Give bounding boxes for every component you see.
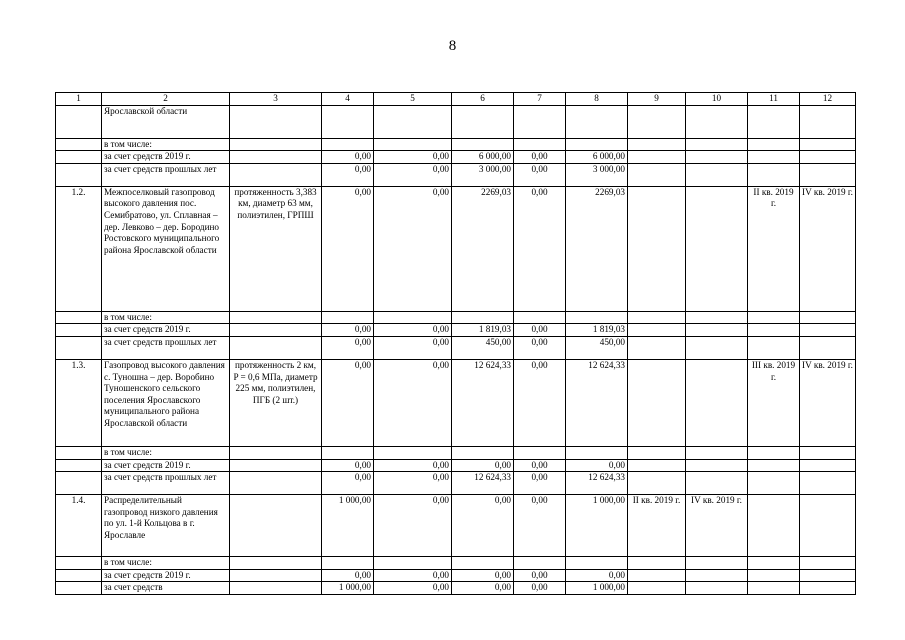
table-cell: 1 000,00 (322, 582, 374, 595)
header-cell: 9 (628, 93, 686, 106)
table-cell: 0,00 (322, 151, 374, 164)
table-cell (56, 472, 102, 495)
table-cell: 1 000,00 (322, 495, 374, 557)
table-cell (514, 138, 566, 151)
table-cell: 1 819,03 (452, 324, 514, 337)
table-cell (800, 336, 856, 359)
table-cell: 0,00 (566, 459, 628, 472)
table-row (56, 557, 856, 570)
header-cell: 10 (686, 93, 748, 106)
table-cell: 2269,03 (452, 186, 514, 311)
table-cell: 6 000,00 (452, 151, 514, 164)
table-cell: за счет средств 2019 г. (102, 459, 230, 472)
table-cell (230, 446, 322, 459)
table-cell (800, 582, 856, 595)
table-cell (230, 582, 322, 595)
table-cell: за счет средств прошлых лет (102, 336, 230, 359)
table-cell (748, 324, 800, 337)
table-cell: 0,00 (374, 459, 452, 472)
table-cell (748, 163, 800, 186)
table-cell: 12 624,33 (452, 359, 514, 446)
table-cell (686, 311, 748, 324)
table-row (56, 495, 856, 557)
table-row (56, 336, 856, 359)
table-row (56, 311, 856, 324)
table-cell (686, 472, 748, 495)
table-cell (514, 446, 566, 459)
table-cell (800, 163, 856, 186)
table-cell: II кв. 2019 г. (628, 495, 686, 557)
table-cell: 0,00 (514, 459, 566, 472)
table-cell (800, 472, 856, 495)
table-cell: 0,00 (374, 495, 452, 557)
table-cell: 0,00 (322, 186, 374, 311)
table-cell: за счет средств прошлых лет (102, 472, 230, 495)
table-cell (748, 446, 800, 459)
table-cell (800, 557, 856, 570)
table-cell (452, 138, 514, 151)
table-cell: 12 624,33 (566, 359, 628, 446)
table-cell (374, 105, 452, 138)
table-cell (686, 324, 748, 337)
table-cell: 3 000,00 (566, 163, 628, 186)
table-cell (322, 557, 374, 570)
table-cell (686, 186, 748, 311)
header-cell: 4 (322, 93, 374, 106)
table-cell (566, 446, 628, 459)
table-cell: 0,00 (374, 336, 452, 359)
table-cell (748, 138, 800, 151)
table-cell (230, 459, 322, 472)
table-cell: за счет средств (102, 582, 230, 595)
table-cell: 0,00 (374, 472, 452, 495)
table-cell: 0,00 (322, 336, 374, 359)
table-cell (374, 557, 452, 570)
table-cell (686, 569, 748, 582)
table-cell: Межпоселковый газопровод высокого давления пос. Семибратово, ул. Сплавная – дер. Левково – дер. Бородино Ростовского муниципального района Ярославской области (102, 186, 230, 311)
table-cell (628, 359, 686, 446)
table-cell (56, 569, 102, 582)
table-cell (230, 336, 322, 359)
table-cell: Распределительный газопровод низкого давления по ул. 1-й Кольцова в г. Ярославле (102, 495, 230, 557)
table-cell (628, 472, 686, 495)
table-row (56, 459, 856, 472)
table-cell: IV кв. 2019 г. (800, 186, 856, 311)
table-cell: 0,00 (514, 582, 566, 595)
table-cell: 0,00 (514, 495, 566, 557)
table-cell: 0,00 (514, 163, 566, 186)
table-cell (628, 459, 686, 472)
table-cell (686, 138, 748, 151)
table-cell (686, 446, 748, 459)
table-cell (748, 557, 800, 570)
table-cell (686, 163, 748, 186)
table-cell: 0,00 (566, 569, 628, 582)
table-cell (514, 311, 566, 324)
table-cell (374, 446, 452, 459)
table-cell (230, 495, 322, 557)
table-cell: 0,00 (452, 582, 514, 595)
table-row (56, 138, 856, 151)
table-cell (514, 557, 566, 570)
table-cell (322, 311, 374, 324)
header-cell: 11 (748, 93, 800, 106)
table-cell: 6 000,00 (566, 151, 628, 164)
table-cell (686, 582, 748, 595)
table-cell: 1.4. (56, 495, 102, 557)
table-row (56, 324, 856, 337)
table-row (56, 163, 856, 186)
table-cell (800, 151, 856, 164)
table-cell (230, 557, 322, 570)
table-cell: 0,00 (452, 459, 514, 472)
table-cell: протяженность 3,383 км, диаметр 63 мм, полиэтилен, ГРПШ (230, 186, 322, 311)
table-cell (56, 163, 102, 186)
table-cell (748, 472, 800, 495)
header-cell: 12 (800, 93, 856, 106)
table-cell (566, 138, 628, 151)
table-cell (56, 151, 102, 164)
table-cell: 450,00 (566, 336, 628, 359)
table-cell: 12 624,33 (452, 472, 514, 495)
table-cell: 1.3. (56, 359, 102, 446)
table-cell: 1.2. (56, 186, 102, 311)
table-cell (800, 105, 856, 138)
table-cell: 0,00 (452, 495, 514, 557)
table-row (56, 472, 856, 495)
table-cell: за счет средств прошлых лет (102, 163, 230, 186)
table-cell: 1 000,00 (566, 495, 628, 557)
table-cell (452, 446, 514, 459)
header-cell: 1 (56, 93, 102, 106)
table-cell (230, 105, 322, 138)
table-cell: в том числе: (102, 446, 230, 459)
table-cell: III кв. 2019 г. (748, 359, 800, 446)
table-cell: 0,00 (452, 569, 514, 582)
table-cell (686, 557, 748, 570)
table-cell (628, 311, 686, 324)
table-cell: 0,00 (374, 569, 452, 582)
table-cell: IV кв. 2019 г. (800, 359, 856, 446)
table-cell: 0,00 (322, 163, 374, 186)
header-cell: 2 (102, 93, 230, 106)
table-cell (748, 151, 800, 164)
table-cell: II кв. 2019 г. (748, 186, 800, 311)
table-cell: 0,00 (322, 459, 374, 472)
table-row (56, 446, 856, 459)
table-cell: IV кв. 2019 г. (686, 495, 748, 557)
table-cell (56, 557, 102, 570)
table-cell: 0,00 (374, 163, 452, 186)
table-cell (800, 569, 856, 582)
table-cell: за счет средств 2019 г. (102, 324, 230, 337)
table-cell (628, 336, 686, 359)
table-cell: Газопровод высокого давления с. Туношна – дер. Воробино Туношенского сельского поселения Ярославского муниципального района Ярославской области (102, 359, 230, 446)
header-cell: 3 (230, 93, 322, 106)
table-cell (628, 324, 686, 337)
table-cell: 0,00 (374, 359, 452, 446)
table-cell: в том числе: (102, 311, 230, 324)
table-cell: 0,00 (322, 472, 374, 495)
table-cell (800, 459, 856, 472)
table-cell: 1 819,03 (566, 324, 628, 337)
table-cell (686, 105, 748, 138)
table-cell (628, 582, 686, 595)
table-row (56, 359, 856, 446)
table-cell (56, 138, 102, 151)
table-cell (628, 186, 686, 311)
table-cell: 0,00 (514, 569, 566, 582)
table-cell (748, 311, 800, 324)
table-cell: за счет средств 2019 г. (102, 151, 230, 164)
table-cell (628, 105, 686, 138)
table-cell: 2269,03 (566, 186, 628, 311)
table-cell: 0,00 (322, 569, 374, 582)
table-cell (230, 151, 322, 164)
table-cell: 1 000,00 (566, 582, 628, 595)
investment-table (55, 92, 856, 595)
table-cell (566, 105, 628, 138)
table-cell: 0,00 (374, 324, 452, 337)
table-cell (230, 138, 322, 151)
table-cell (800, 446, 856, 459)
table-cell (452, 311, 514, 324)
table-row (56, 186, 856, 311)
table-cell: 0,00 (322, 324, 374, 337)
table-cell (322, 446, 374, 459)
table-cell (800, 311, 856, 324)
table-cell (230, 569, 322, 582)
table-cell: протяженность 2 км, P = 0,6 МПа, диаметр 225 мм, полиэтилен, ПГБ (2 шт.) (230, 359, 322, 446)
table-cell (748, 105, 800, 138)
header-row (56, 93, 856, 106)
table-cell (628, 163, 686, 186)
table-cell (56, 105, 102, 138)
table-cell (452, 105, 514, 138)
table-cell (230, 472, 322, 495)
table-cell (230, 163, 322, 186)
table-cell (514, 105, 566, 138)
table-cell (322, 138, 374, 151)
table-cell (748, 336, 800, 359)
table-cell (322, 105, 374, 138)
header-cell: 6 (452, 93, 514, 106)
table-cell (686, 359, 748, 446)
table-cell: в том числе: (102, 138, 230, 151)
table-cell: 3 000,00 (452, 163, 514, 186)
table-cell (748, 459, 800, 472)
table-cell (748, 582, 800, 595)
table-cell (628, 557, 686, 570)
table-cell (56, 459, 102, 472)
table-cell: 0,00 (514, 151, 566, 164)
table-cell: 0,00 (374, 186, 452, 311)
table-cell: 0,00 (514, 336, 566, 359)
header-cell: 5 (374, 93, 452, 106)
table-cell (230, 311, 322, 324)
table-cell (800, 138, 856, 151)
table-cell (628, 138, 686, 151)
table-cell: 0,00 (514, 359, 566, 446)
header-cell: 8 (566, 93, 628, 106)
table-cell (628, 446, 686, 459)
table-cell (230, 324, 322, 337)
table-cell (566, 557, 628, 570)
table-row (56, 105, 856, 138)
table-cell: 0,00 (374, 582, 452, 595)
table-cell (56, 311, 102, 324)
table-cell (452, 557, 514, 570)
table-cell: за счет средств 2019 г. (102, 569, 230, 582)
table-cell (628, 569, 686, 582)
table-cell: 0,00 (374, 151, 452, 164)
table-cell (374, 138, 452, 151)
table-cell (56, 336, 102, 359)
page-number: 8 (448, 38, 457, 54)
table-cell (566, 311, 628, 324)
table-cell (628, 151, 686, 164)
table-cell (800, 495, 856, 557)
table-cell (748, 495, 800, 557)
table-cell: Ярославской области (102, 105, 230, 138)
table-row (56, 151, 856, 164)
table-cell (374, 311, 452, 324)
table-row (56, 569, 856, 582)
table-cell (56, 582, 102, 595)
table-row (56, 582, 856, 595)
table-cell: 0,00 (514, 324, 566, 337)
table-cell: 0,00 (514, 472, 566, 495)
table-cell: 450,00 (452, 336, 514, 359)
table-cell (56, 324, 102, 337)
header-cell: 7 (514, 93, 566, 106)
table-cell: в том числе: (102, 557, 230, 570)
table-cell (800, 324, 856, 337)
table-cell (748, 569, 800, 582)
table-cell (686, 459, 748, 472)
table-cell: 0,00 (322, 359, 374, 446)
table-cell (56, 446, 102, 459)
table-cell (686, 151, 748, 164)
table-cell (686, 336, 748, 359)
table-cell: 12 624,33 (566, 472, 628, 495)
table-cell: 0,00 (514, 186, 566, 311)
